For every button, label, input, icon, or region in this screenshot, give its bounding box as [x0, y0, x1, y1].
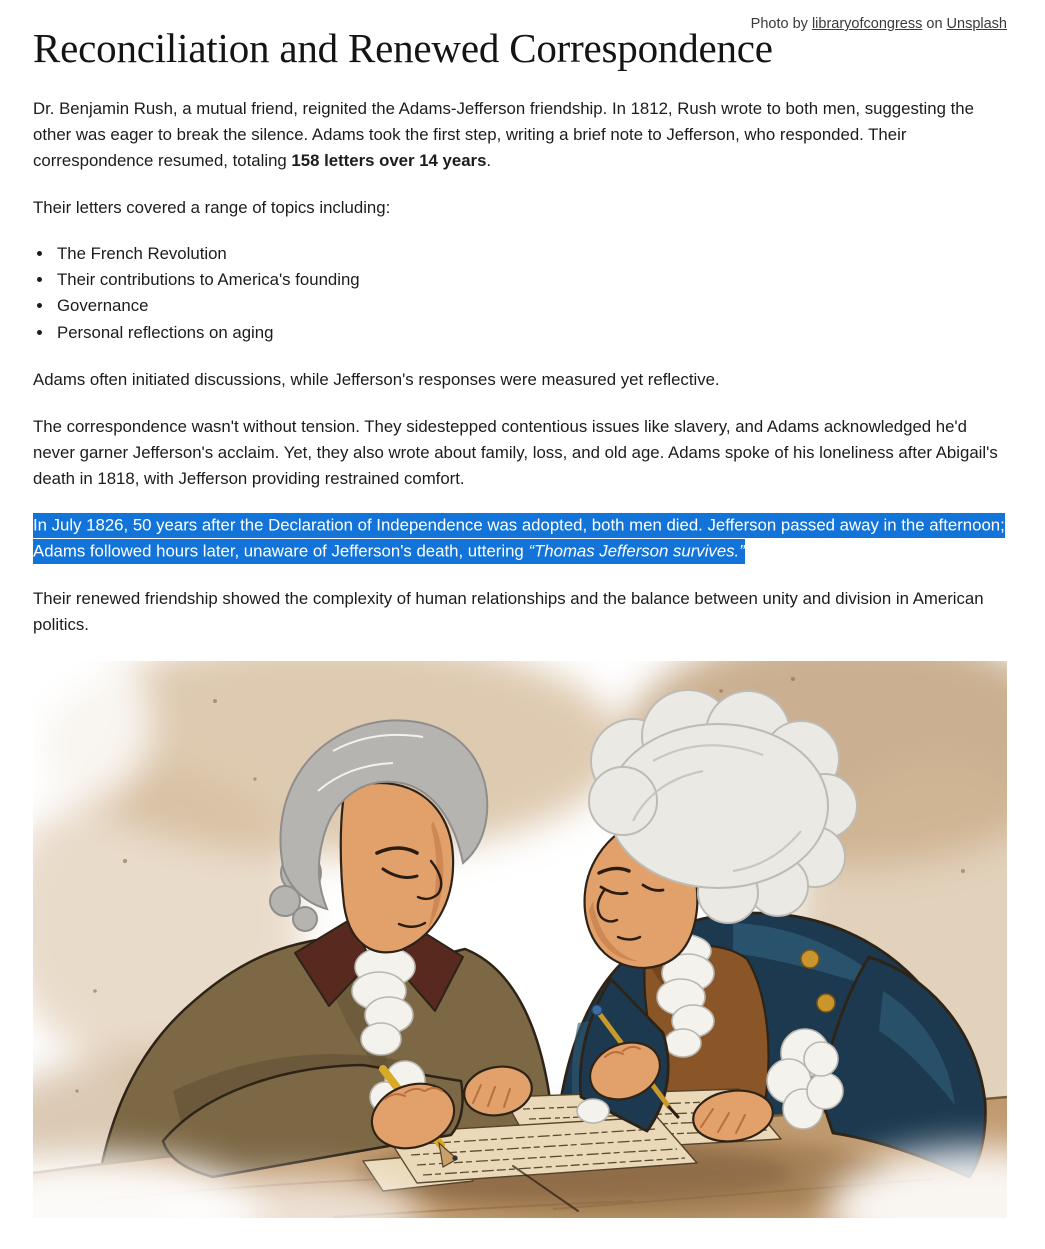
intro-period: .	[486, 150, 492, 170]
list-item-reflections: • Personal reflections on aging	[54, 320, 1012, 346]
list-item-contributions: • Their contributions to America's founding	[54, 267, 1012, 293]
paragraph-highlighted	[33, 513, 1007, 565]
intro-text: Dr. Benjamin Rush, a mutual friend, reignited the Adams-Jefferson friendship. In 1812, Rush wrote to both men, suggesting the other was eager to break the silence. Adams took the first step, writing a brief note to Jefferson, who responded. Their correspondence resumed, totaling	[33, 98, 974, 170]
list-item-governance: • Governance	[54, 293, 1012, 319]
selected-text: In July 1826, 50 years after the Declaration of Independence was adopted, both men died. Jefferson passed away in the afternoon; Adams followed hours later, unaware of Jefferson's death, uttering	[33, 513, 1005, 564]
photo-credit	[751, 16, 1007, 32]
adams-face	[341, 783, 453, 952]
paragraph-intro	[33, 96, 1007, 174]
topics-list	[33, 241, 1012, 346]
article-image	[33, 661, 1007, 1218]
paragraph-closing: Their renewed friendship showed the complexity of human relationships and the balance between unity and division in American politics.	[33, 588, 984, 634]
selected-text-italic-quote: “Thomas Jefferson survives.”	[528, 539, 744, 564]
adams-jefferson-illustration	[33, 661, 1007, 1218]
credit-author-link[interactable]: libraryofcongress	[811, 16, 923, 32]
credit-source-link[interactable]: Unsplash	[946, 16, 1007, 32]
credit-connector: on	[922, 16, 947, 32]
paragraph-discussion: Adams often initiated discussions, while Jefferson's responses were measured yet reflective.	[33, 369, 720, 389]
paragraph-topics-lead: Their letters covered a range of topics including:	[33, 197, 391, 217]
list-item-french-revolution: • The French Revolution	[54, 241, 1012, 267]
paragraph-tension: The correspondence wasn't without tension. They sidestepped contentious issues like slavery, and Adams acknowledged he'd never garner Jefferson's acclaim. Yet, they also wrote about family, loss, and old age. Adams spoke of his loneliness after Abigail's death in 1818, with Jefferson providing restrained comfort.	[33, 416, 998, 488]
page-title: Reconciliation and Renewed Correspondence	[33, 25, 773, 71]
article-page	[0, 16, 1045, 1218]
credit-prefix: Photo by	[750, 16, 812, 32]
intro-bold-stat: 158 letters over 14 years	[291, 150, 487, 170]
